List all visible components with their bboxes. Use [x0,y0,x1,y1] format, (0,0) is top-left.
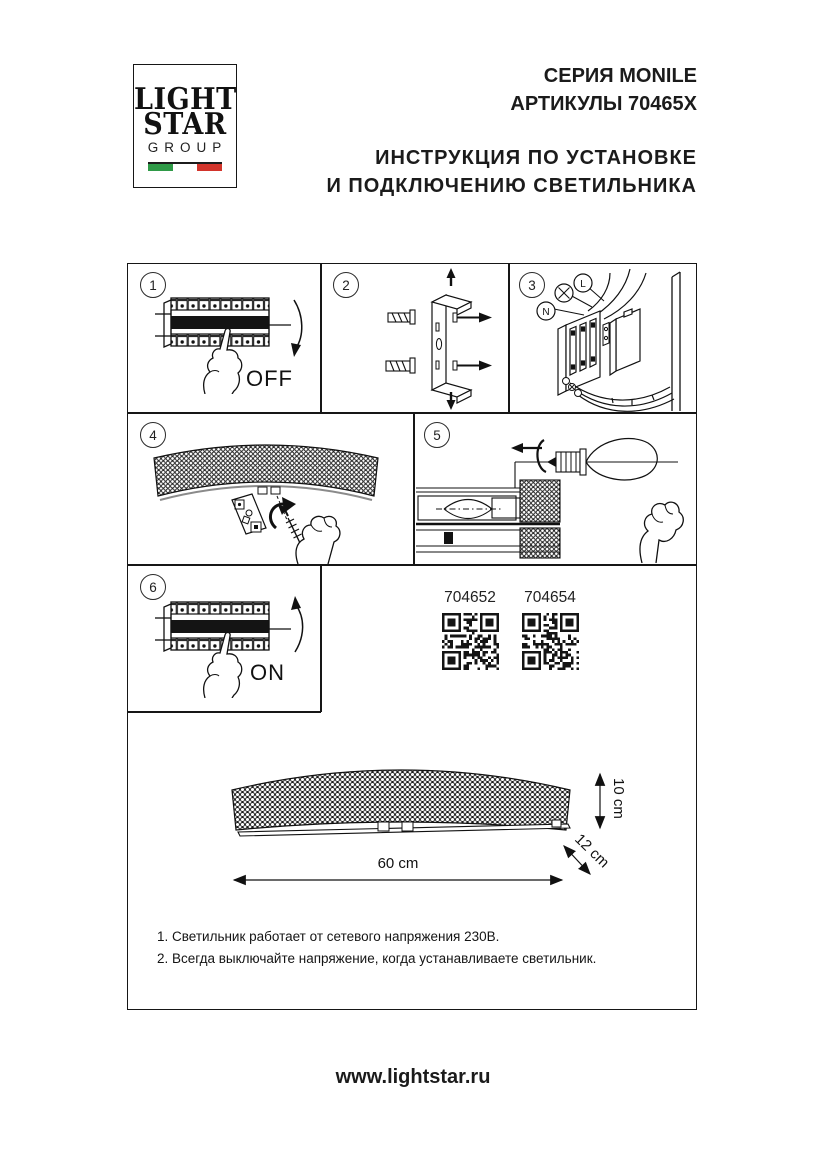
breaker-bottom-row [171,638,269,650]
step2-bracket-illustration [352,268,502,410]
dimensions-drawing [190,742,640,894]
crystal-band [520,528,560,558]
hand-with-screw [296,516,340,564]
wire-label-n: N [542,307,550,318]
wall-anchor [386,358,415,373]
italian-flag-stripe [148,162,222,171]
step4-badge: 4 [140,422,166,448]
breaker-switch-band [171,620,269,633]
step3-badge: 3 [519,272,545,298]
qr-code-704652 [442,613,499,670]
step5-badge: 5 [424,422,450,448]
grid-line-row2 [127,564,697,566]
depth-dimension-label: 12 cm [571,830,613,872]
grid-line-v45 [413,413,415,565]
screw-arrow [453,361,492,371]
article-number-2: 704654 [524,589,576,606]
step2-badge: 2 [333,272,359,298]
wall [672,272,680,411]
safety-notes [157,926,596,970]
grid-line-v6 [320,565,322,712]
crystal-shade-large [232,770,570,830]
off-label: OFF [246,366,293,391]
down-arrow [294,300,302,348]
outgoing-wires [570,383,674,411]
note-2: 2. Всегда выключайте напряжение, когда устанавливаете светильник. [157,951,597,966]
flag-red [197,164,222,171]
bracket-face [432,295,446,390]
step4-mount-illustration [138,424,410,564]
step5-bulb-illustration [416,418,694,563]
height-dimension-label: 10 cm [610,778,627,819]
up-arrow [447,268,456,286]
width-dimension-label: 60 cm [377,855,419,872]
header-title-block [510,62,697,118]
breaker-top-row [171,298,269,310]
series-title: СЕРИЯ MONILE [543,65,697,87]
breaker-bottom-row [171,334,269,346]
screw [278,505,302,543]
grid-line-v23 [508,263,510,413]
qr-code-704654 [522,613,579,670]
logo-light: LIGHT [134,82,237,117]
instruction-line2: И ПОДКЛЮЧЕНИЮ СВЕТИЛЬНИКА [326,175,697,197]
crystal-band [520,480,560,522]
logo-star: STAR [143,107,227,142]
hand [640,502,683,563]
grid-line-step6-bottom [127,711,321,713]
grid-line-v12 [320,263,322,413]
instruction-line1: ИНСТРУКЦИЯ ПО УСТАНОВКЕ [375,147,697,169]
website-url: www.lightstar.ru [335,1066,491,1088]
logo-group: GROUP [147,140,228,156]
candle-bulb [547,439,678,480]
breaker-top-row [171,602,269,614]
flag-white [173,164,198,171]
step6-badge: 6 [140,574,166,600]
cover-block [610,309,640,375]
instruction-title-block [326,144,697,200]
breaker-switch-band [171,316,269,329]
wall-anchor [388,310,415,324]
mount-tab [603,323,609,346]
grid-line-row1 [127,412,697,414]
note-1: 1. Светильник работает от сетевого напряжения 230В. [157,929,500,944]
article-number-1: 704652 [444,589,496,606]
mount-plate [232,494,266,534]
flag-green [148,164,173,171]
on-label: ON [250,660,285,685]
step6-breaker-on-illustration [155,592,310,698]
step1-badge: 1 [140,272,166,298]
up-arrow [295,605,303,652]
rotate-arrow [511,440,546,472]
articles-title: АРТИКУЛЫ 70465X [510,93,697,115]
lightstar-logo [133,64,237,188]
step3-wiring-illustration [512,265,696,412]
wire-label-l: L [580,279,586,290]
